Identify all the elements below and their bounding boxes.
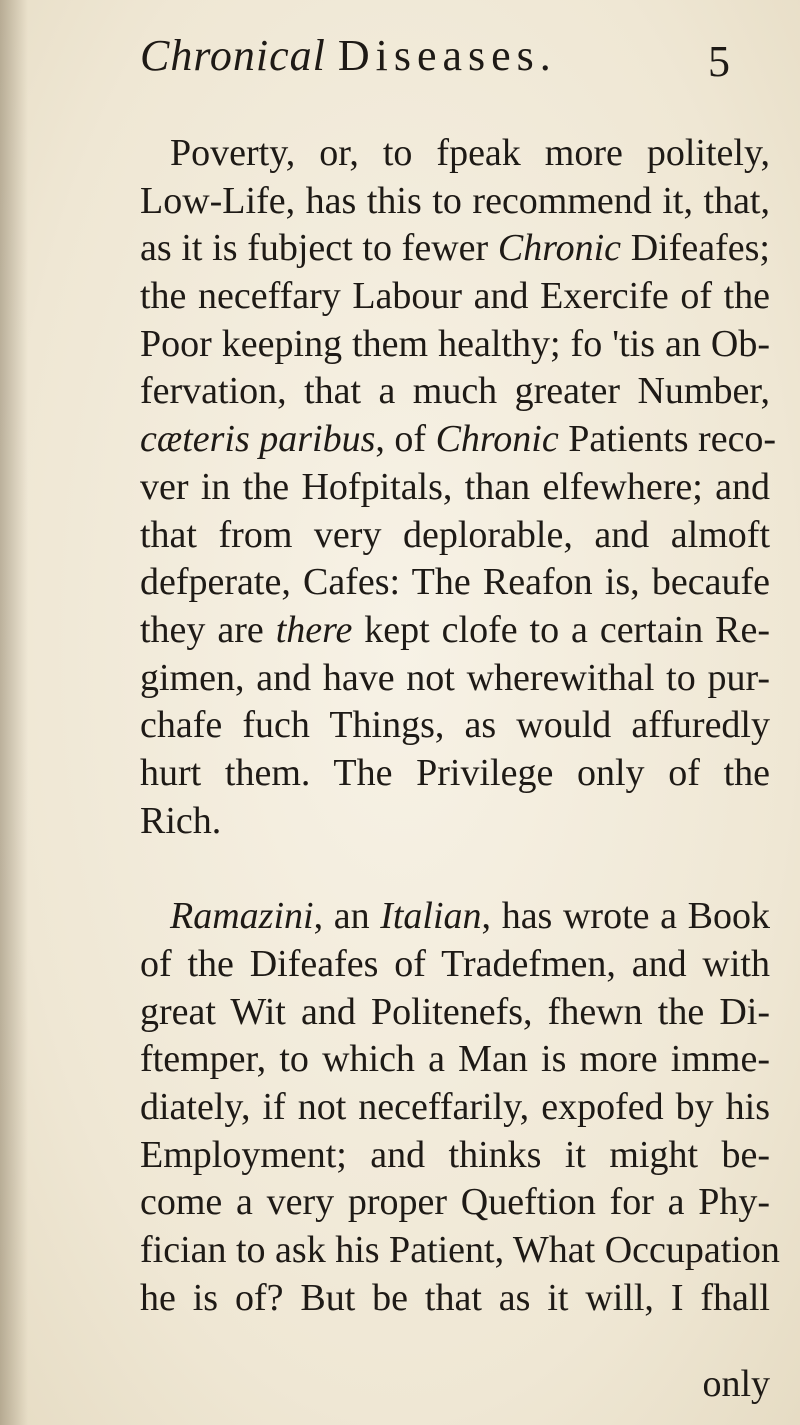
text-line: Employment; and thinks it might be- [140,1133,770,1176]
text-line: Ramazini, an Italian, has wrote a Book [170,895,770,938]
running-title-caps: Diseases. [337,31,557,80]
paragraph-gap [140,845,770,893]
text-line: Poor keeping them healthy; fo 'tis an Ob- [140,322,770,365]
running-title-italic: Chronical [140,31,326,80]
paragraph-2 [140,893,780,1322]
text-line: that from very deplorable, and almoft [140,513,770,556]
text-line: the neceffary Labour and Exercife of the [140,275,770,318]
text-line: as it is fubject to fewer Chronic Difeafes; [140,227,770,270]
text-line: great Wit and Politenefs, fhewn the Di- [140,990,770,1033]
catchword: only [702,1363,770,1405]
text-line: ver in the Hofpitals, than elfewhere; and [140,465,770,508]
text-line: diately, if not neceffarily, expofed by his [140,1086,770,1129]
body-text [140,130,780,1323]
text-line: gimen, and have not wherewithal to pur- [140,656,770,699]
text-line: he is of? But be that as it will, I fhall [140,1276,770,1319]
text-line: they are there kept clofe to a certain Re- [140,608,770,651]
text-line: come a very proper Queftion for a Phy- [140,1181,770,1224]
text-line: ftemper, to which a Man is more imme- [140,1038,770,1081]
text-line: fervation, that a much greater Number, [140,370,770,413]
text-line: defperate, Cafes: The Reafon is, becaufe [140,561,770,604]
running-title [140,30,557,81]
text-line: Low-Life, has this to recommend it, that, [140,179,770,222]
text-line: fician to ask his Patient, What Occupation [140,1229,780,1272]
text-line: cæteris paribus, of Chronic Patients reco- [140,418,777,461]
page-header [140,30,760,100]
text-line: Poverty, or, to fpeak more politely, [170,132,770,174]
text-line: Rich. [140,799,222,842]
text-line: of the Difeafes of Tradefmen, and with [140,943,770,985]
spine-shadow [0,0,28,1425]
page-number: 5 [708,37,730,86]
text-line: chafe fuch Things, as would affuredly [140,704,770,747]
paragraph-1 [140,130,777,845]
text-line: hurt them. The Privilege only of the [140,751,770,794]
